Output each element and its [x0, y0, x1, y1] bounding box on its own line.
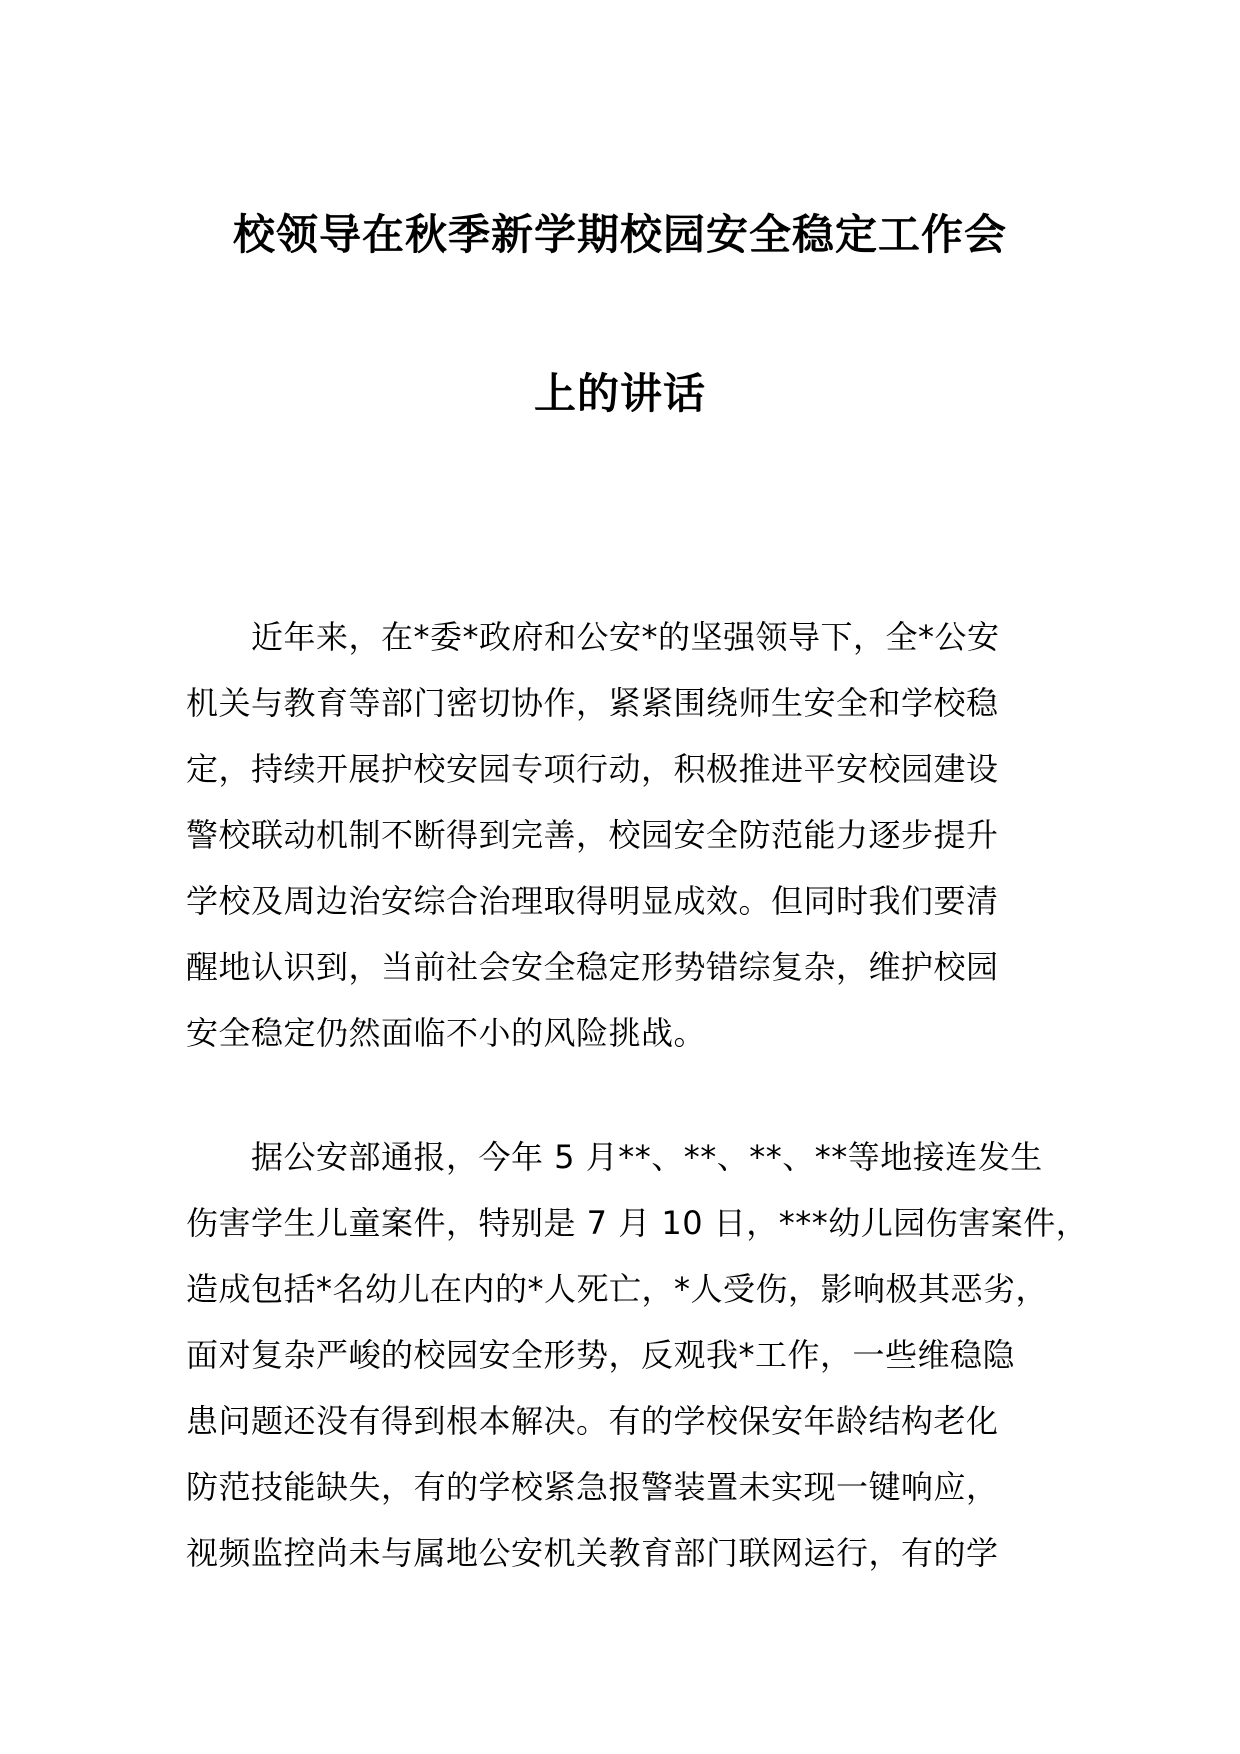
paragraph-line: 面对复杂严峻的校园安全形势，反观我*工作，一些维稳隐 [186, 1336, 1016, 1374]
paragraph-line: 学校及周边治安综合治理取得明显成效。但同时我们要清 [186, 882, 999, 920]
paragraph-line: 视频监控尚未与属地公安机关教育部门联网运行，有的学 [186, 1534, 999, 1572]
document-title-line-1: 校领导在秋季新学期校园安全稳定工作会 [232, 210, 1007, 259]
paragraph-2 [186, 1124, 1089, 1586]
paragraph-line: 近年来，在*委*政府和公安*的坚强领导下，全*公安 [186, 618, 1000, 656]
paragraph-line: 警校联动机制不断得到完善，校园安全防范能力逐步提升 [186, 816, 999, 854]
paragraph-line: 造成包括*名幼儿在内的*人死亡，*人受伤，影响极其恶劣， [186, 1270, 1049, 1308]
paragraph-line: 定，持续开展护校安园专项行动，积极推进平安校园建设 [186, 750, 999, 788]
paragraph-line: 安全稳定仍然面临不小的风险挑战。 [186, 1014, 707, 1052]
paragraph-line: 机关与教育等部门密切协作，紧紧围绕师生安全和学校稳 [186, 684, 999, 722]
paragraph-line: 伤害学生儿童案件，特别是 7 月 10 日，***幼儿园伤害案件， [186, 1204, 1089, 1242]
document-title-line-2: 上的讲话 [533, 369, 706, 418]
paragraph-line: 醒地认识到，当前社会安全稳定形势错综复杂，维护校园 [186, 948, 999, 986]
paragraph-1 [186, 604, 1086, 1066]
paragraph-line: 防范技能缺失，有的学校紧急报警装置未实现一键响应， [186, 1468, 999, 1506]
paragraph-line: 患问题还没有得到根本解决。有的学校保安年龄结构老化 [186, 1402, 999, 1440]
paragraph-line: 据公安部通报，今年 5 月**、**、**、**等地接连发生 [186, 1138, 1043, 1176]
